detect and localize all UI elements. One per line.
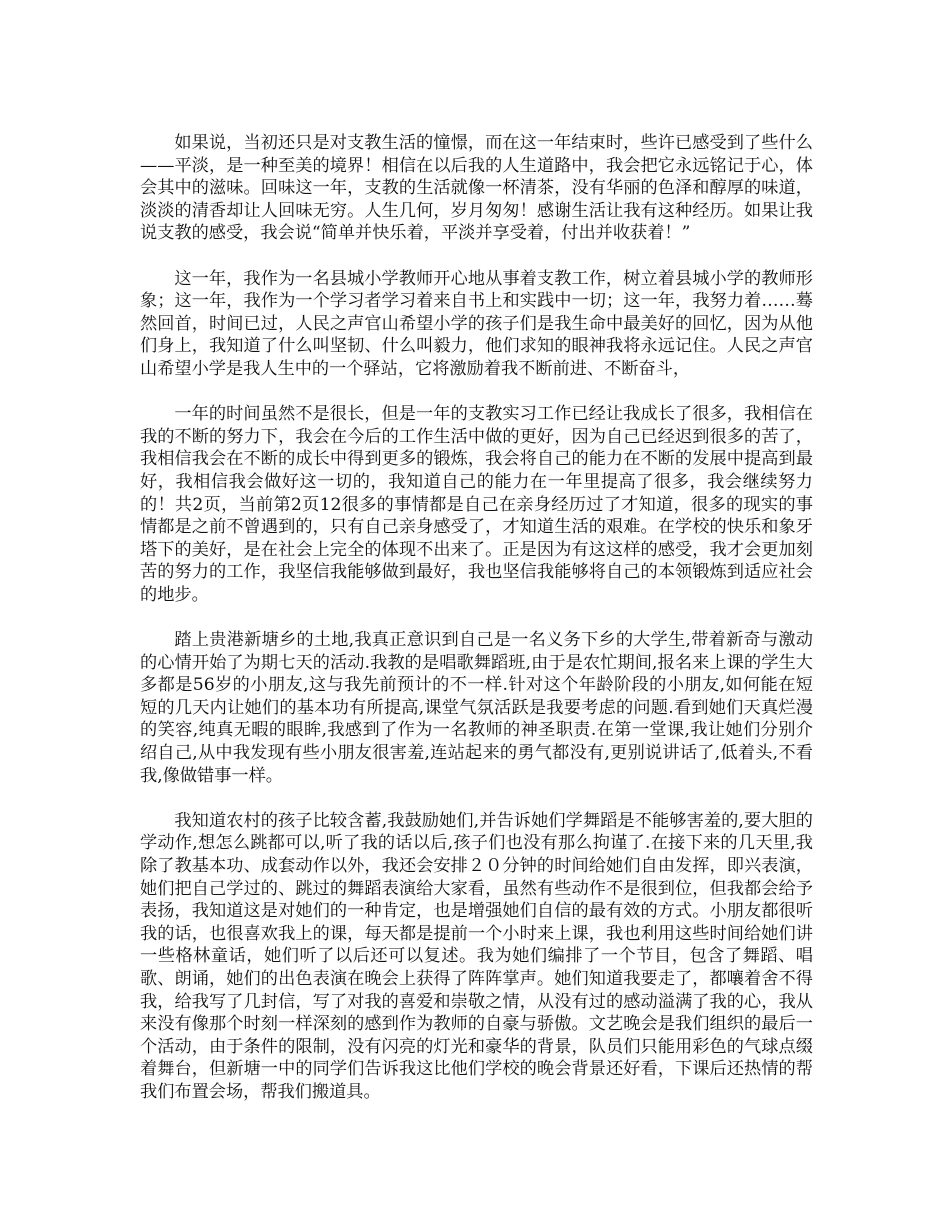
paragraph-2: 这一年，我作为一名县城小学教师开心地从事着支教工作，树立着县城小学的教师形象；这一年，我作为一个学习者学习着来自书上和实践中一切；这一年，我努力着……蓦然回首，时间已过，人民之声官山希望小学的孩子们是我生命中最美好的回忆，因为从他们身上，我知道了什么叫坚韧、什么叫毅力，他们求知的眼神我将永远记住。人民之声官山希望小学是我人生中的一个驿站，它将激励着我不断前进、不断奋斗， xyxy=(140,268,813,379)
paragraph-5: 我知道农村的孩子比较含蓄,我鼓励她们,并告诉她们学舞蹈是不能够害羞的,要大胆的学动作,想怎么跳都可以,听了我的话以后,孩子们也没有那么拘谨了.在接下来的几天里,我除了教基本功、成套动作以外，我还会安排２０分钟的时间给她们自由发挥，即兴表演，她们把自己学过的、跳过的舞蹈表演给大家看，虽然有些动作不是很到位，但我都会给予表扬，我知道这是对她们的一种肯定，也是增强她们自信的最有效的方式。小朋友都很听我的话，也很喜欢我上的课，每天都是提前一个小时来上课，我也利用这些时间给她们讲一些格林童话，她们听了以后还可以复述。我为她们编排了一个节目，包含了舞蹈、唱歌、朗诵，她们的出色表演在晚会上获得了阵阵掌声。她们知道我要走了，都嚷着舍不得我，给我写了几封信，写了对我的喜爱和崇敬之情，从没有过的感动溢满了我的心，我从来没有像那个时刻一样深刻的感到作为教师的自豪与骄傲。文艺晚会是我们组织的最后一个活动，由于条件的限制，没有闪亮的灯光和豪华的背景，队员们只能用彩色的气球点缀着舞台，但新塘一中的同学们告诉我这比他们学校的晚会背景还好看，下课后还热情的帮我们布置会场，帮我们搬道具。 xyxy=(140,810,813,1102)
paragraph-1: 如果说，当初还只是对支教生活的憧憬，而在这一年结束时，些许已感受到了些什么——平淡，是一种至美的境界！相信在以后我的人生道路中，我会把它永远铭记于心，体会其中的滋味。回味这一年，支教的生活就像一杯清茶，没有华丽的色泽和醇厚的味道，淡淡的清香却让人回味无穷。人生几何，岁月匆匆！感谢生活让我有这种经历。如果让我说支教的感受，我会说“简单并快乐着，平淡并享受着，付出并收获着！” xyxy=(140,133,813,244)
document-body xyxy=(140,132,813,1104)
paragraph-4: 踏上贵港新塘乡的土地,我真正意识到自己是一名义务下乡的大学生,带着新奇与激动的心情开始了为期七天的活动.我教的是唱歌舞蹈班,由于是农忙期间,报名来上课的学生大多都是56岁的小朋友,这与我先前预计的不一样.针对这个年龄阶段的小朋友,如何能在短短的几天内让她们的基本功有所提高,课堂气氛活跃是我要考虑的问题.看到她们天真烂漫的笑容,纯真无暇的眼眸,我感到了作为一名教师的神圣职责.在第一堂课,我让她们分别介绍自己,从中我发现有些小朋友很害羞,连站起来的勇气都没有,更别说讲话了,低着头,不看我,像做错事一样。 xyxy=(140,630,813,786)
paragraph-3: 一年的时间虽然不是很长，但是一年的支教实习工作已经让我成长了很多，我相信在我的不断的努力下，我会在今后的工作生活中做的更好，因为自己已经迟到很多的苦了，我相信我会在不断的成长中得到更多的锻炼，我会将自己的能力在不断的发展中提高到最好，我相信我会做好这一切的，我知道自己的能力在一年里提高了很多，我会继续努力的！共2页，当前第2页12很多的事情都是自己在亲身经历过了才知道，很多的现实的事情都是之前不曾遇到的，只有自己亲身感受了，才知道生活的艰难。在学校的快乐和象牙塔下的美好，是在社会上完全的体现不出来了。正是因为有这这样的感受，我才会更加刻苦的努力的工作，我坚信我能够做到最好，我也坚信我能够将自己的本领锻炼到适应社会的地步。 xyxy=(140,404,813,605)
